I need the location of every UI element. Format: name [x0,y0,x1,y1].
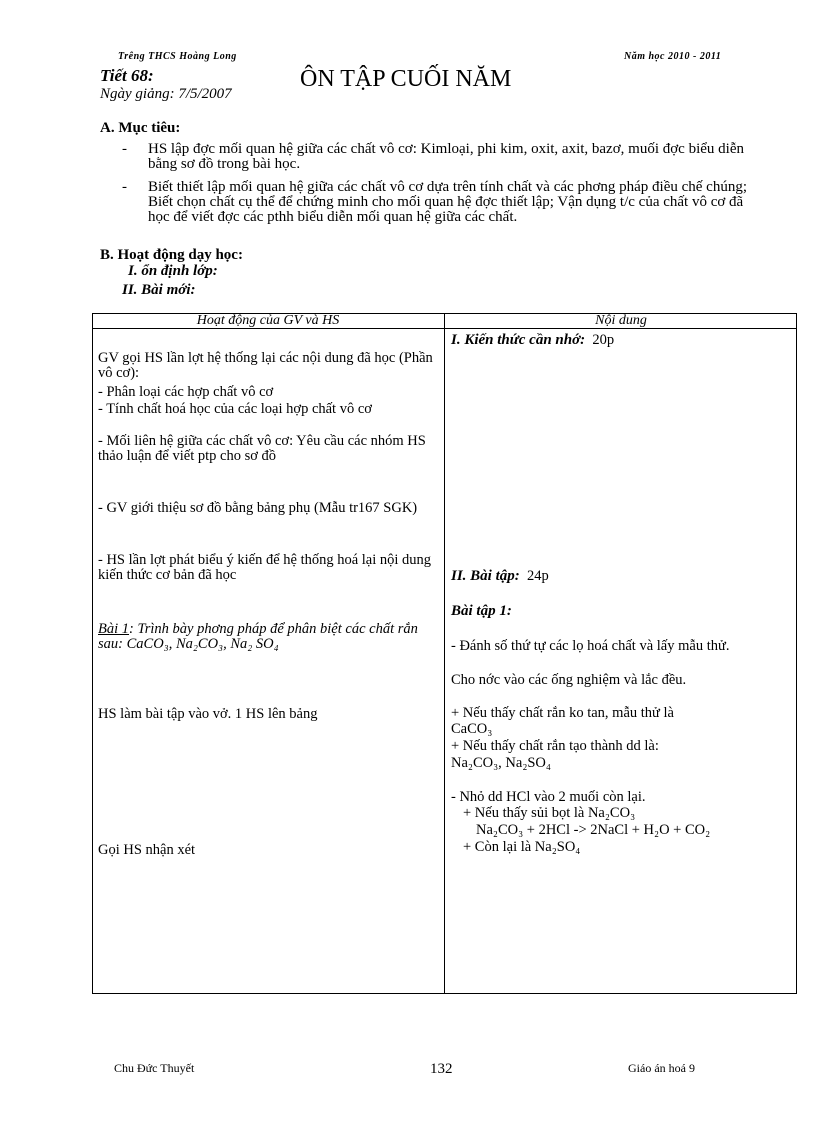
bai1-label: Bài 1 [98,621,130,637]
knowledge-label: I. Kiến thức cần nhớ: [451,332,586,348]
right-case1a: + Nếu thấy chất rắn ko tan, mẫu thử là [451,705,674,721]
header-divider [92,328,797,329]
lesson-date: Ngày giảng: 7/5/2007 [100,86,232,102]
knowledge-time: 20p [592,332,615,348]
bullet-dash: - [122,179,127,195]
right-bubble: + Nếu thấy sủi bọt là Na₂CO₃ [463,805,636,821]
footer-subject: Giáo án hoá 9 [628,1061,695,1075]
section-b-sub2: II. Bài mới: [122,282,196,298]
left-item-2: - Tính chất hoá học của các loại hợp chất vô cơ [98,401,372,417]
col1-header: Hoạt động của GV và HS [196,314,340,328]
footer-author: Chu Đức Thuyết [114,1061,195,1075]
lesson-number: Tiết 68: [100,66,154,85]
right-exercise [451,569,791,584]
right-bt1: Bài tập 1: [451,603,512,619]
exercise-label: II. Bài tập: [451,568,520,584]
school-name: Trêng THCS Hoàng Long [118,51,237,62]
bai1-text: : Trình bày phơng pháp để phân biệt các chất rắn sau: CaCO₃, Na₂CO₃, Na₂ SO₄ [98,621,418,652]
objective-text: HS lập đợc mối quan hệ giữa các chất vô cơ: Kimloại, phi kim, oxit, axit, bazơ, muối đợc biểu diễn bằng sơ đồ trong bài học. [148,141,744,172]
left-bai1 [98,622,428,652]
section-b-sub1: I. ổn định lớp: [128,263,218,279]
objective-2 [122,180,772,244]
col2-header: Nội dung [595,314,647,328]
objective-text: Biết thiết lập mối quan hệ giữa các chất vô cơ dựa trên tính chất và các phơng pháp điều chế chúng; Biết chọn chất cụ thể để chứng minh cho mối quan hệ đợc thiết lập; Vận dụng t/c của chất vô cơ đã học để viết đợc các pthh biểu diễn mối quan hệ giữa các chất. [148,179,747,225]
right-step2: Cho nớc vào các ống nghiệm và lắc đều. [451,672,687,688]
right-step1: - Đánh số thứ tự các lọ hoá chất và lấy mẫu thử. [451,638,730,654]
column-divider [444,313,445,994]
page-title: ÔN TẬP CUỐI NĂM [300,66,512,92]
section-b-heading: B. Hoạt động dạy học: [100,247,243,263]
left-comment: Gọi HS nhận xét [98,842,196,858]
objective-1 [122,142,772,174]
right-equation: Na₂CO₃ + 2HCl -> 2NaCl + H₂O + CO₂ [476,822,711,838]
section-a-heading: A. Mục tiêu: [100,120,181,136]
page-number: 132 [430,1061,453,1077]
left-gv-intro: - GV giới thiệu sơ đồ bằng bảng phụ (Mẫu tr167 SGK) [98,500,418,516]
left-item-3: - Mối liên hệ giữa các chất vô cơ: Yêu cầu các nhóm HS thảo luận để viết ptp cho sơ đồ [98,433,426,464]
right-case2b: Na₂CO₃, Na₂SO₄ [451,755,551,771]
left-item-1: - Phân loại các hợp chất vô cơ [98,384,274,400]
right-remain: + Còn lại là Na₂SO₄ [463,839,581,855]
right-case2a: + Nếu thấy chất rắn tạo thành dd là: [451,738,659,754]
left-hs-work: HS làm bài tập vào vở. 1 HS lên bảng [98,706,318,722]
right-hcl: - Nhỏ dd HCl vào 2 muối còn lại. [451,789,646,805]
left-intro: GV gọi HS lần lợt hệ thống lại các nội dung đã học (Phần vô cơ): [98,350,433,381]
right-case1b: CaCO₃ [451,721,493,737]
left-hs-speak: - HS lần lợt phát biểu ý kiến để hệ thống hoá lại nội dung kiến thức cơ bản đã học [98,552,432,583]
bullet-dash: - [122,141,127,157]
school-year: Năm học 2010 - 2011 [624,51,722,62]
exercise-time: 24p [527,568,549,584]
right-knowledge [451,333,791,348]
